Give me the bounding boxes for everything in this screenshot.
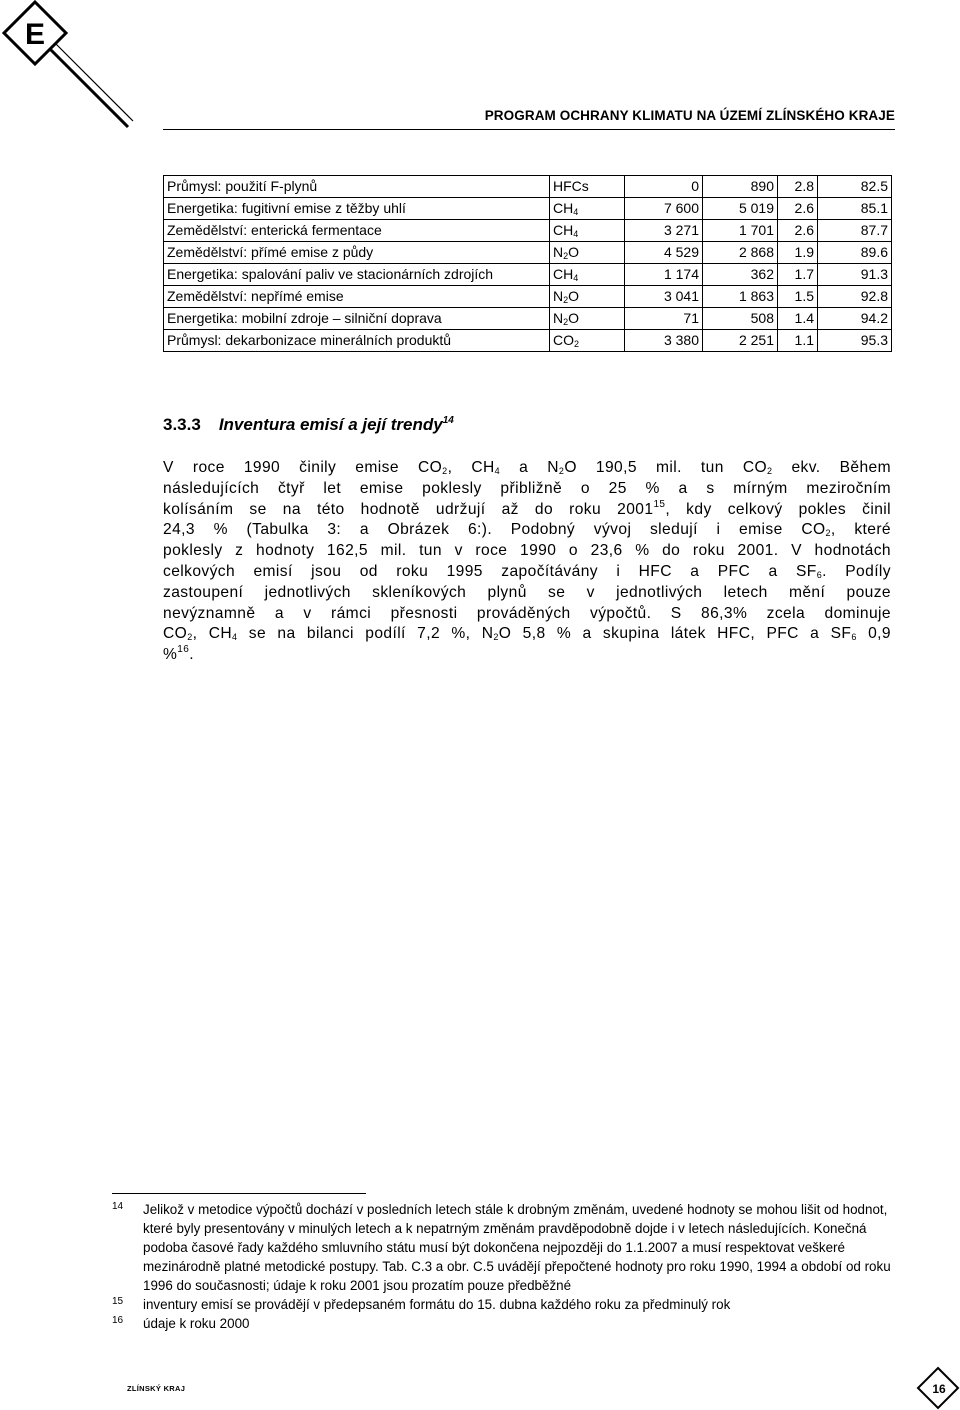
source-cell: Zemědělství: enterická fermentace [164,220,550,242]
footnote-mark: 15 [112,1296,124,1307]
value-cell: 91.3 [818,264,892,286]
value-cell: 890 [703,176,778,198]
value-cell: 1 863 [703,286,778,308]
value-cell: 0 [625,176,703,198]
value-cell: 2.6 [778,198,818,220]
value-cell: 3 271 [625,220,703,242]
table-row [164,264,892,286]
table-row [164,198,892,220]
footnotes [112,1200,902,1333]
emissions-table-body [164,176,892,352]
logo-letter: E [24,18,46,51]
source-cell: Průmysl: použití F-plynů [164,176,550,198]
section-heading [163,415,454,435]
emissions-table [163,175,892,352]
paragraph-line: %$^{16}$. [163,644,194,664]
value-cell: 82.5 [818,176,892,198]
value-cell: 85.1 [818,198,892,220]
gas-cell: $CH_4$ [550,220,625,242]
paragraph-line: $CO_2$, $CH_4$ se na bilanci podílí 7,2 %, $N_2O$ 5,8 % a skupina látek HFC, PFC a $SF_6$ 0,9 [163,625,891,643]
value-cell: 1 701 [703,220,778,242]
header-divider [163,129,895,130]
source-cell: Průmysl: dekarbonizace minerálních produktů [164,330,550,352]
section-title: Inventura emisí a její trendy [218,415,443,434]
footnote-mark: 16 [112,1315,124,1326]
paragraph-line: kolísáním se na této hodnotě udržují až do roku 2001$^{15}$, kdy celkový pokles činil [163,498,892,518]
value-cell: 1.7 [778,264,818,286]
paragraph-line: V roce 1990 činily emise $CO_2$, $CH_4$ a $N_2O$ 190,5 mil. tun $CO_2$ ekv. Během [163,459,891,476]
gas-cell: $CH_4$ [550,264,625,286]
value-cell: 89.6 [818,242,892,264]
document-header-title: PROGRAM OCHRANY KLIMATU NA ÚZEMÍ ZLÍNSKÉHO KRAJE [484,108,895,123]
table-row [164,330,892,352]
footnote-14 [112,1200,902,1295]
table-row [164,176,892,198]
table-row [164,286,892,308]
paragraph-line: následujících čtyř let emise poklesly přibližně o 25 % a s mírným meziročním [163,479,891,497]
footnote-16 [112,1314,902,1333]
value-cell: 3 041 [625,286,703,308]
gas-cell: $N_2O$ [550,308,625,330]
value-cell: 2.8 [778,176,818,198]
value-cell: 1.5 [778,286,818,308]
table-row [164,308,892,330]
value-cell: 2 251 [703,330,778,352]
value-cell: 1.4 [778,308,818,330]
footnote-separator [112,1193,366,1194]
value-cell: 95.3 [818,330,892,352]
footnote-ref: 15 [653,498,666,510]
footnote-15 [112,1295,902,1314]
value-cell: 508 [703,308,778,330]
footnote-text: inventury emisí se provádějí v předepsaném formátu do 15. dubna každého roku za předminulý rok [143,1297,731,1312]
paragraph-line: zastoupení jednotlivých skleníkových plynů se v jednotlivých letech mění pouze [163,583,891,601]
gas-cell: $N_2O$ [550,286,625,308]
logo-e-emblem [0,0,170,130]
page-number: 16 [932,1382,946,1396]
gas-cell: $N_2O$ [550,242,625,264]
table-row [164,242,892,264]
value-cell: 7 600 [625,198,703,220]
gas-cell: HFCs [550,176,625,198]
value-cell: 1.1 [778,330,818,352]
footnote-mark: 14 [112,1201,124,1212]
source-cell: Energetika: spalování paliv ve stacionárních zdrojích [164,264,550,286]
value-cell: 1.9 [778,242,818,264]
source-cell: Zemědělství: přímé emise z půdy [164,242,550,264]
value-cell: 1 174 [625,264,703,286]
paragraph-line: celkových emisí jsou od roku 1995 započítávány i HFC a PFC a $SF_6$. Podíly [163,562,891,580]
table-row [164,220,892,242]
source-cell: Zemědělství: nepřímé emise [164,286,550,308]
value-cell: 71 [625,308,703,330]
source-cell: Energetika: mobilní zdroje – silniční doprava [164,308,550,330]
source-cell: Energetika: fugitivní emise z těžby uhlí [164,198,550,220]
value-cell: 5 019 [703,198,778,220]
value-cell: 2.6 [778,220,818,242]
section-footnote-ref: 14 [442,415,454,426]
footnote-text: údaje k roku 2000 [143,1316,250,1331]
value-cell: 4 529 [625,242,703,264]
value-cell: 3 380 [625,330,703,352]
value-cell: 87.7 [818,220,892,242]
value-cell: 94.2 [818,308,892,330]
value-cell: 2 868 [703,242,778,264]
paragraph-line: nevýznamně a v rámci přesnosti prováděných výpočtů. S 86,3% zcela dominuje [163,604,891,622]
value-cell: 362 [703,264,778,286]
value-cell: 92.8 [818,286,892,308]
section-number: 3.3.3 [163,415,201,434]
paragraph-line: 24,3 % (Tabulka 3: a Obrázek 6:). Podobný vývoj sledují i emise $CO_2$, které [163,521,891,539]
footer-region-name: ZLÍNSKÝ KRAJ [127,1384,186,1393]
body-paragraph [163,458,891,666]
footnote-text: Jelikož v metodice výpočtů dochází v posledních letech stále k drobným změnám, uvedené hodnoty se mohou lišit od hodnot, které byly presentovány v minulých letech a k nepatrným změnám pravděpodobně dojde i v letech následujících. Konečná podoba časové řady každého smluvního státu musí být dokončena nejpozději do 1.1.2007 a musí respektovat veškeré mezinárodně platné metodické postupy. Tab. C.3 a obr. C.5 uvádějí přepočtené hodnoty pro roku 1990, 1994 a období od roku 1996 do současnosti; údaje k roku 2001 jsou prozatím pouze předběžné [143,1202,891,1293]
gas-cell: $CO_2$ [550,330,625,352]
footnote-ref: 16 [177,644,190,656]
gas-cell: $CH_4$ [550,198,625,220]
paragraph-line: poklesly z hodnoty 162,5 mil. tun v roce 1990 o 23,6 % do roku 2001. V hodnotách [163,542,891,560]
